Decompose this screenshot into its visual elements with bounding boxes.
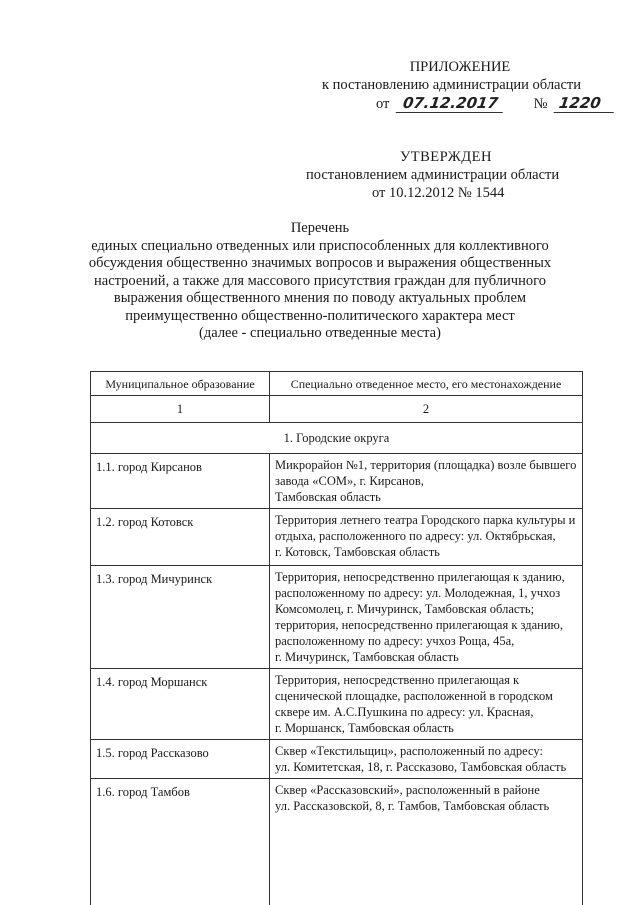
heading-line: единых специально отведенных или приспособленных для коллективного	[91, 237, 549, 254]
approved-title: УТВЕРЖДЕН	[400, 149, 492, 165]
place-line: ул. Рассказовской, 8, г. Тамбов, Тамбовская область	[275, 799, 550, 813]
place-cell	[270, 509, 583, 566]
table-header-row	[91, 372, 583, 396]
col-number-2: 2	[270, 396, 583, 423]
table-row	[91, 509, 583, 566]
section-title: 1. Городские округа	[91, 423, 583, 454]
municipality-name: 1.4. город Моршанск	[96, 675, 208, 689]
from-label: от	[376, 96, 390, 112]
col-number-1: 1	[91, 396, 270, 423]
place-line: Комсомолец, г. Мичуринск, Тамбовская область;	[275, 602, 535, 616]
place-line: г. Мичуринск, Тамбовская область	[275, 650, 459, 664]
places-table	[90, 371, 583, 905]
municipality-cell	[91, 566, 270, 669]
place-line: отдыха, расположенного по адресу: ул. Октябрьская,	[275, 529, 556, 543]
approved-date-number: от 10.12.2012 № 1544	[372, 185, 505, 201]
table-row	[91, 454, 583, 509]
place-line: Территория летнего театра Городского парка культуры и	[275, 513, 576, 527]
place-line: г. Котовск, Тамбовская область	[275, 545, 440, 559]
municipality-name: 1.6. город Тамбов	[96, 785, 190, 799]
col-header-municipality: Муниципальное образование	[91, 372, 270, 396]
appendix-subtitle: к постановлению администрации области	[322, 77, 582, 93]
municipality-name: 1.2. город Котовск	[96, 515, 194, 529]
table-row	[91, 740, 583, 779]
heading-line: настроений, а также для массового присутствия граждан для публичного	[94, 272, 546, 289]
heading-line: обсуждения общественно значимых вопросов и выражения общественных	[88, 255, 552, 271]
heading-line: (далее - специально отведенные места)	[199, 325, 441, 341]
number-label: №	[533, 96, 548, 112]
table-row	[91, 566, 583, 669]
place-line: сквере им. А.С.Пушкина по адресу: ул. Красная,	[275, 705, 534, 719]
place-line: Микрорайон №1, территория (площадка) возле бывшего	[275, 458, 577, 472]
approved-subtitle: постановлением администрации области	[306, 167, 560, 183]
municipality-cell	[91, 740, 270, 779]
municipality-cell	[91, 454, 270, 509]
table-number-row	[91, 396, 583, 423]
place-line: Тамбовская область	[275, 490, 381, 504]
table-row	[91, 669, 583, 740]
handwritten-date: 07.12.2017	[396, 94, 506, 113]
municipality-name: 1.3. город Мичуринск	[96, 572, 213, 586]
municipality-cell	[91, 509, 270, 566]
place-line: Территория, непосредственно прилегающая к зданию,	[275, 570, 565, 584]
municipality-cell	[91, 669, 270, 740]
place-line: расположенному по адресу: ул. Молодежная, 1, учхоз	[275, 586, 561, 600]
place-line: Сквер «Рассказовский», расположенный в районе	[275, 783, 540, 797]
document-heading	[80, 220, 560, 343]
place-cell	[270, 669, 583, 740]
approved-block	[300, 148, 600, 202]
municipality-name: 1.1. город Кирсанов	[96, 460, 202, 474]
municipality-name: 1.5. город Рассказово	[96, 746, 209, 760]
table-row	[91, 779, 583, 905]
appendix-block	[310, 58, 610, 113]
heading-line: Перечень	[290, 220, 350, 236]
place-line: ул. Комитетская, 18, г. Рассказово, Тамбовская область	[275, 760, 567, 774]
appendix-title: ПРИЛОЖЕНИЕ	[409, 59, 511, 75]
place-cell	[270, 740, 583, 779]
place-cell	[270, 566, 583, 669]
place-line: расположенному по адресу: учхоз Роща, 45а,	[275, 634, 515, 648]
municipality-cell	[91, 779, 270, 905]
place-line: Сквер «Текстильщиц», расположенный по адресу:	[275, 744, 543, 758]
place-line: завода «СОМ», г. Кирсанов,	[275, 474, 424, 488]
place-line: г. Моршанск, Тамбовская область	[275, 721, 454, 735]
col-header-place: Специально отведенное место, его местонахождение	[270, 372, 583, 396]
place-line: территория, непосредственно прилегающая к зданию,	[275, 618, 563, 632]
heading-line: выражения общественного мнения по поводу актуальных проблем	[113, 290, 527, 306]
handwritten-number: 1220	[554, 94, 616, 113]
appendix-date-number	[310, 94, 610, 113]
heading-line: преимущественно общественно-политического характера мест	[125, 307, 515, 324]
place-cell	[270, 454, 583, 509]
section-row	[91, 423, 583, 454]
place-cell	[270, 779, 583, 905]
place-line: Территория, непосредственно прилегающая к	[275, 673, 520, 687]
place-line: сценической площадке, расположенной в городском	[275, 689, 553, 703]
